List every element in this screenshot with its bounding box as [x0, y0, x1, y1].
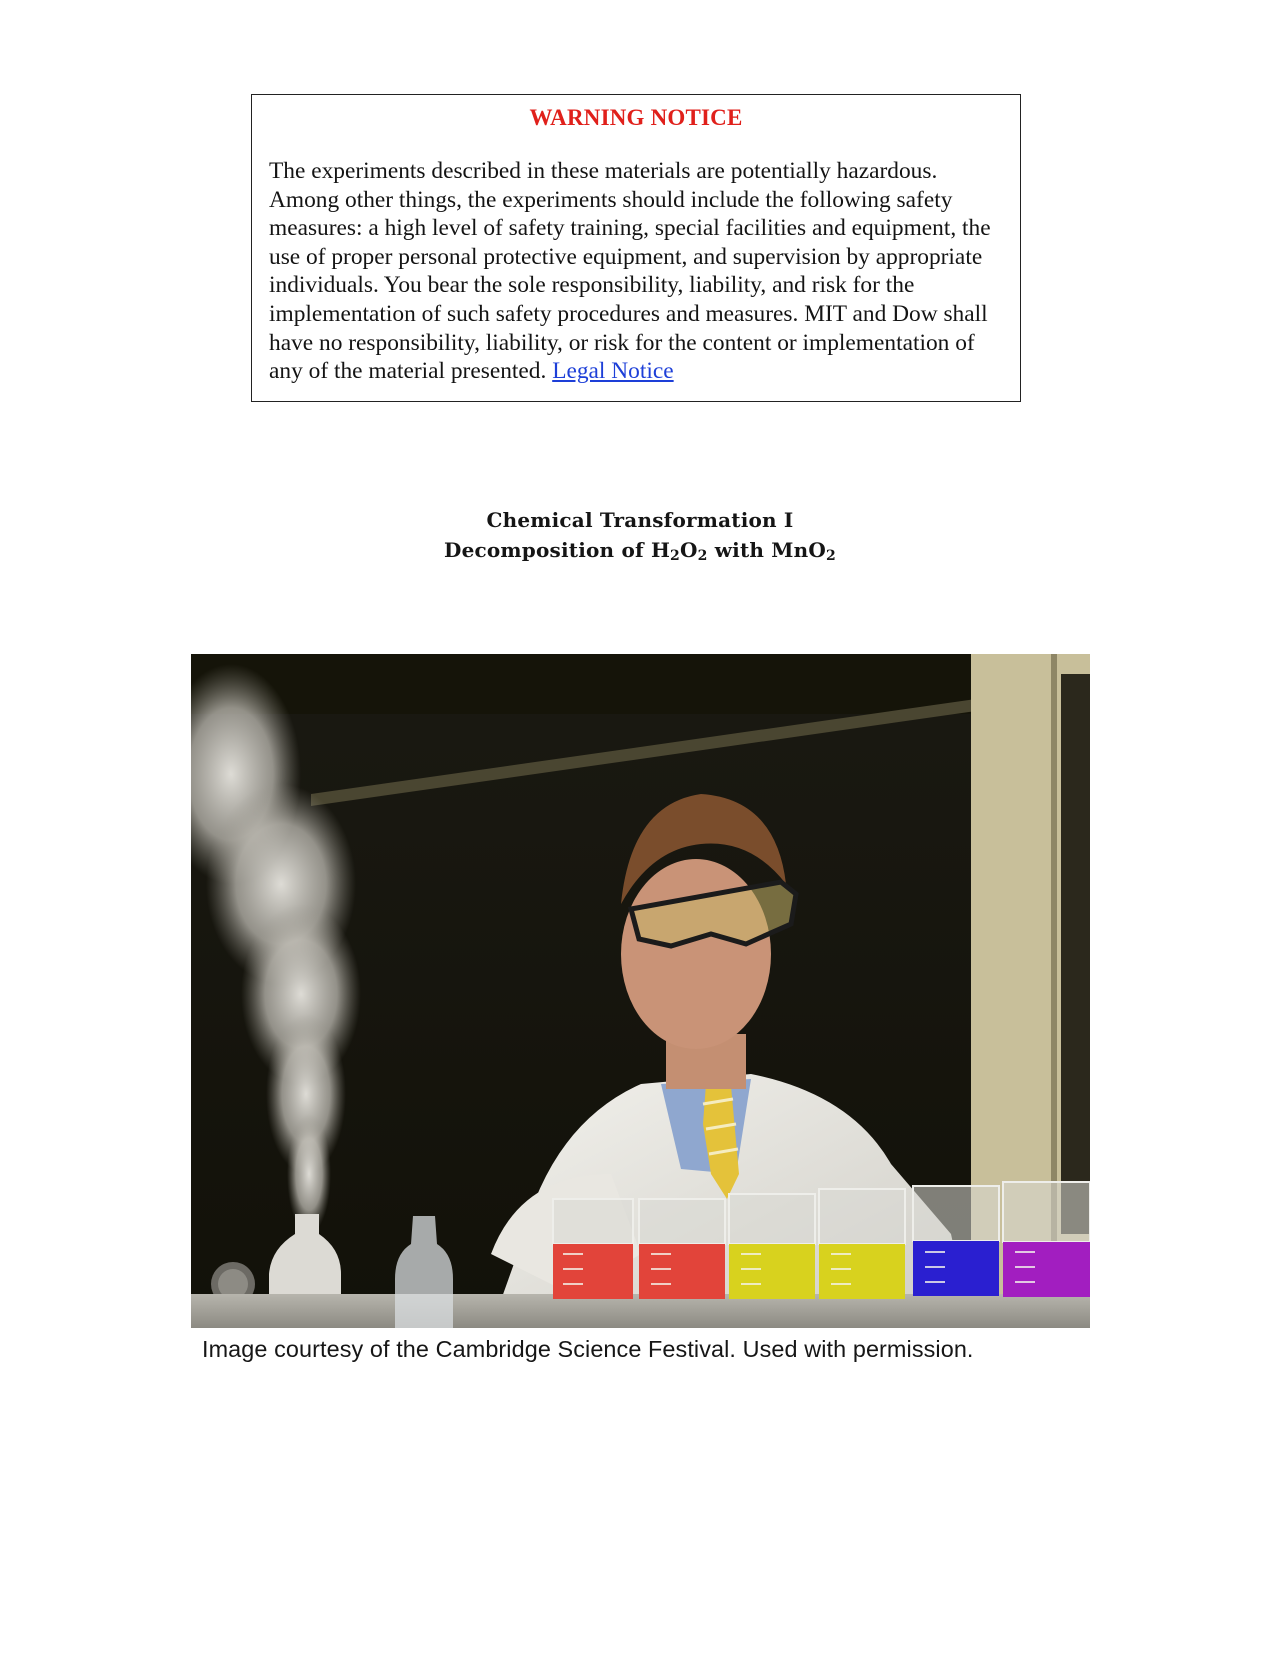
image-caption: Image courtesy of the Cambridge Science Festival. Used with permission. [202, 1336, 974, 1362]
legal-notice-link[interactable]: Legal Notice [552, 358, 674, 385]
document-title: Chemical Transformation I [486, 508, 794, 532]
subscript: 2 [697, 548, 708, 564]
subtitle-part: Decomposition of H [444, 538, 671, 562]
warning-title: WARNING NOTICE [529, 105, 743, 130]
warning-notice-box [251, 94, 1021, 402]
demonstration-photo [191, 654, 1090, 1328]
subscript: 2 [670, 548, 680, 564]
warning-text: The experiments described in these materials are potentially hazardous. Among other things, the experiments should include the following safety measures: a high level of safety training, special facilities and equipment, the use of proper personal protective equipment, and supervision by appropriate individuals. You bear the sole responsibility, liability, and risk for the implementation of such safety procedures and measures. MIT and Dow shall have no responsibility, liability, or risk for the content or implementation of any of the material presented. [269, 158, 991, 385]
subtitle-part: with MnO [707, 538, 826, 562]
document-subtitle [0, 538, 1280, 564]
subscript: 2 [826, 548, 836, 564]
subtitle-part: O [680, 538, 698, 562]
warning-body [269, 157, 1004, 386]
